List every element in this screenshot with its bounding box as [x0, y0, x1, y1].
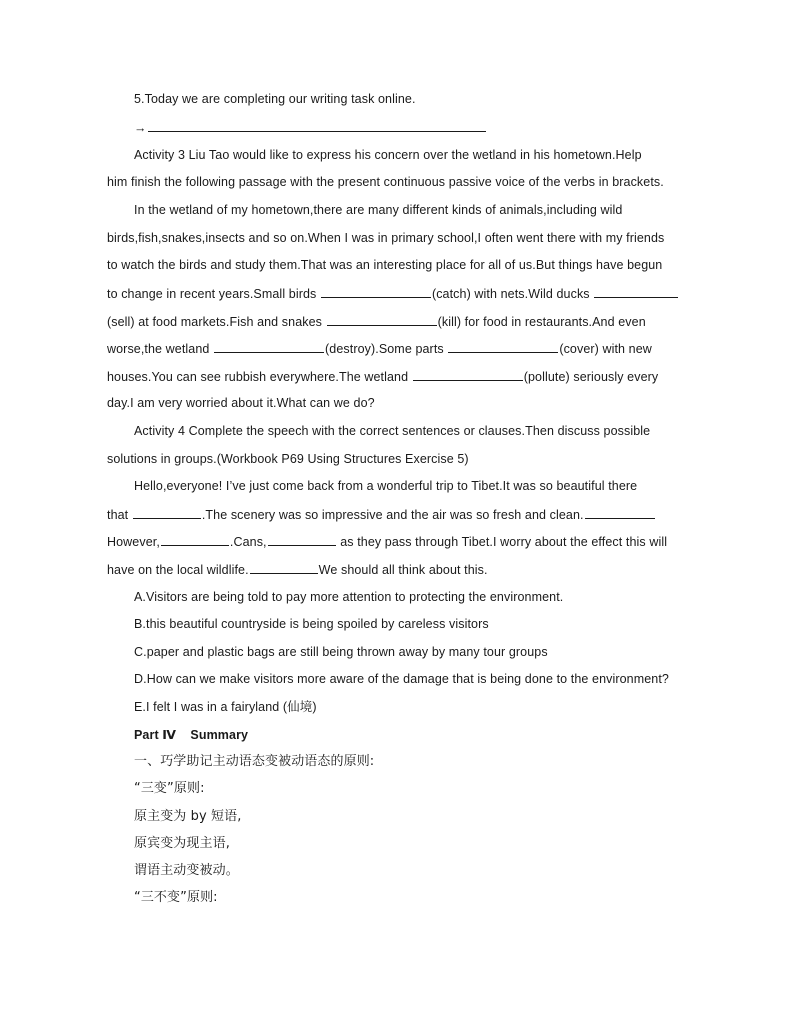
activity-4-heading-cont: solutions in groups.(Workbook P69 Using Structures Exercise 5)	[107, 452, 469, 466]
passage-line	[107, 340, 697, 357]
summary-line: 原主变为 by 短语,	[134, 809, 242, 824]
speech-text: .Cans,	[229, 535, 267, 549]
blank-kill[interactable]	[327, 313, 437, 326]
blank-catch[interactable]	[321, 285, 431, 298]
passage-line: day.I am very worried about it.What can we do?	[107, 396, 375, 410]
activity-4-heading: Activity 4 Complete the speech with the correct sentences or clauses.Then discuss possible	[134, 424, 651, 438]
answer-blank[interactable]	[148, 119, 486, 132]
activity-3-heading: Activity 3 Liu Tao would like to express his concern over the wetland in his hometown.Help	[134, 148, 642, 162]
passage-text: to change in recent years.Small birds	[107, 287, 320, 301]
passage-text: houses.You can see rubbish everywhere.The wetland	[107, 370, 412, 384]
option-b: B.this beautiful countryside is being spoiled by careless visitors	[134, 617, 489, 631]
option-e: E.I felt I was in a fairyland (仙境)	[134, 700, 317, 714]
speech-text: have on the local wildlife.	[107, 563, 249, 577]
passage-text: (destroy).Some parts	[325, 342, 448, 356]
blank-sell[interactable]	[594, 285, 678, 298]
passage-text: worse,the wetland	[107, 342, 214, 356]
blank-cover[interactable]	[448, 340, 558, 353]
passage-line: birds,fish,snakes,insects and so on.When I was in primary school,I often went there with my friends	[107, 231, 665, 245]
blank-pollute[interactable]	[413, 368, 523, 381]
passage-line: In the wetland of my hometown,there are many different kinds of animals,including wild	[134, 203, 623, 217]
blank-destroy[interactable]	[214, 340, 324, 353]
part-label: Part Ⅳ	[134, 728, 177, 742]
speech-line	[107, 533, 697, 550]
passage-line	[107, 285, 697, 302]
item-5-sentence: 5.Today we are completing our writing task online.	[134, 92, 416, 106]
passage-text: (cover) with new	[559, 342, 652, 356]
speech-blank-2[interactable]	[585, 506, 655, 519]
speech-blank-4[interactable]	[268, 533, 336, 546]
speech-blank-1[interactable]	[133, 506, 201, 519]
passage-text: (kill) for food in restaurants.And even	[437, 315, 646, 329]
summary-line: “三不变”原则:	[134, 890, 218, 905]
summary-line: “三变”原则:	[134, 781, 205, 796]
summary-line: 原宾变为现主语,	[134, 836, 230, 851]
item-5-answer-line	[134, 119, 724, 136]
speech-text: .The scenery was so impressive and the air was so fresh and clean.	[201, 508, 584, 522]
speech-text: as they pass through Tibet.I worry about the effect this will	[336, 535, 668, 549]
speech-line	[107, 561, 697, 578]
passage-line	[107, 313, 697, 330]
option-c: C.paper and plastic bags are still being thrown away by many tour groups	[134, 645, 548, 659]
passage-line: to watch the birds and study them.That was an interesting place for all of us.But things have begun	[107, 258, 663, 272]
activity-3-heading-cont: him finish the following passage with the present continuous passive voice of the verbs in brackets.	[107, 175, 664, 189]
summary-line: 谓语主动变被动。	[134, 863, 239, 878]
speech-text: that	[107, 508, 132, 522]
speech-line	[107, 506, 697, 523]
speech-text: We should all think about this.	[318, 563, 488, 577]
arrow-icon: →	[134, 121, 147, 135]
passage-text: (catch) with nets.Wild ducks	[431, 287, 594, 301]
passage-text: (pollute) seriously every	[523, 370, 659, 384]
passage-text: (sell) at food markets.Fish and snakes	[107, 315, 326, 329]
option-d: D.How can we make visitors more aware of the damage that is being done to the environment?	[134, 672, 669, 686]
speech-text: However,	[107, 535, 160, 549]
passage-line	[107, 368, 697, 385]
summary-line: 一、巧学助记主动语态变被动语态的原则:	[134, 754, 375, 769]
speech-blank-3[interactable]	[161, 533, 229, 546]
speech-line: Hello,everyone! I’ve just come back from a wonderful trip to Tibet.It was so beautiful there	[134, 479, 638, 493]
option-a: A.Visitors are being told to pay more attention to protecting the environment.	[134, 590, 564, 604]
speech-blank-5[interactable]	[250, 561, 318, 574]
part-title: Summary	[190, 728, 249, 742]
part-4-heading	[134, 727, 724, 743]
